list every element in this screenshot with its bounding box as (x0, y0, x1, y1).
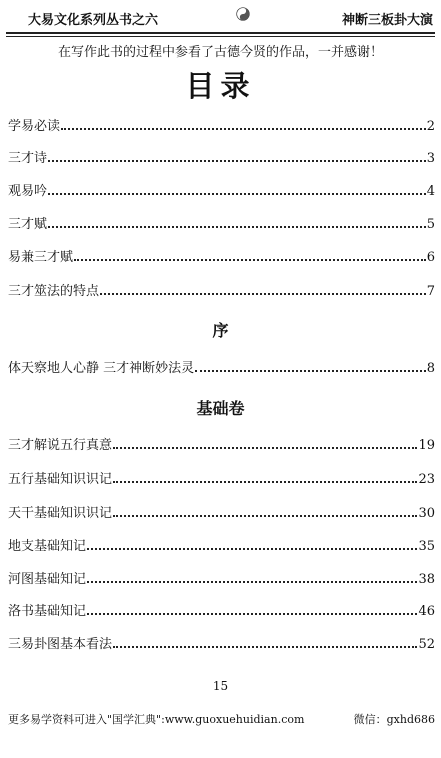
toc-entry[interactable] (8, 114, 435, 134)
toc-page: 6 (426, 250, 435, 265)
toc-label: 天干基础知识识记 (8, 506, 113, 521)
toc-leader (113, 470, 417, 483)
toc-entry[interactable] (8, 534, 435, 554)
toc-entry[interactable] (8, 632, 435, 652)
toc-page: 2 (426, 119, 435, 134)
page-title: 目录 (185, 69, 256, 103)
toc-label: 观易吟 (8, 184, 48, 199)
series-title: 大易文化系列丛书之六 (28, 12, 159, 28)
toc-leader (195, 359, 426, 372)
toc-label: 五行基础知识识记 (8, 472, 113, 487)
page-number: 15 (212, 679, 229, 693)
toc-page: 19 (418, 438, 435, 453)
toc-leader (74, 248, 426, 261)
page-footer (8, 711, 435, 727)
toc-leader (113, 635, 417, 648)
toc-page: 8 (426, 361, 435, 376)
toc-leader (61, 117, 426, 130)
toc-label: 易兼三才赋 (8, 250, 74, 265)
toc-leader (48, 215, 426, 228)
toc-entry[interactable] (8, 245, 435, 265)
toc-page: 3 (426, 151, 435, 166)
toc-page: 35 (418, 539, 435, 554)
book-title: 神断三板卦大演 (341, 12, 433, 28)
toc-entry[interactable] (8, 146, 435, 166)
toc-leader (87, 570, 417, 583)
toc-label: 学易必读 (8, 119, 61, 134)
toc-entry[interactable] (8, 212, 435, 232)
toc-page: 5 (426, 217, 435, 232)
section-heading-basics: 基础卷 (196, 399, 245, 418)
section-heading-preface: 序 (212, 321, 229, 340)
toc-page: 38 (418, 572, 435, 587)
toc-entry[interactable] (8, 467, 435, 487)
toc-label: 三才赋 (8, 217, 48, 232)
toc-label: 三才筮法的特点 (8, 284, 100, 299)
toc-label: 地支基础知记 (8, 539, 87, 554)
toc-label: 河图基础知记 (8, 572, 87, 587)
taiji-icon (236, 7, 250, 21)
page-header (8, 6, 435, 30)
acknowledgement: 在写作此书的过程中参看了古德今贤的作品，一并感谢！ (57, 45, 383, 60)
toc-entry[interactable] (8, 279, 435, 299)
toc-page: 30 (418, 506, 435, 521)
toc-label: 三才解说五行真意 (8, 438, 113, 453)
toc-entry[interactable] (8, 356, 435, 376)
toc-page: 4 (426, 184, 435, 199)
toc-label: 洛书基础知记 (8, 604, 87, 619)
toc-entry[interactable] (8, 179, 435, 199)
toc-leader (113, 504, 417, 517)
header-rule-thin (6, 36, 435, 37)
toc-leader (100, 282, 426, 295)
toc-leader (48, 182, 426, 195)
footer-wechat: 微信：gxhd686 (353, 713, 435, 726)
header-rule (6, 32, 435, 34)
toc-page: 46 (418, 604, 435, 619)
toc-label: 体天察地人心静 三才神断妙法灵 (8, 361, 195, 376)
toc-leader (113, 436, 417, 449)
toc-entry[interactable] (8, 599, 435, 619)
toc-entry[interactable] (8, 433, 435, 453)
footer-link-text[interactable]: 更多易学资料可进入"国学汇典":www.guoxuehuidian.com (8, 713, 305, 726)
toc-label: 三才诗 (8, 151, 48, 166)
toc-page: 52 (418, 637, 435, 652)
toc-page: 7 (426, 284, 435, 299)
toc-leader (87, 602, 417, 615)
toc-entry[interactable] (8, 567, 435, 587)
toc-leader (87, 537, 417, 550)
toc-label: 三易卦图基本看法 (8, 637, 113, 652)
toc-entry[interactable] (8, 501, 435, 521)
toc-leader (48, 149, 426, 162)
toc-page: 23 (418, 472, 435, 487)
